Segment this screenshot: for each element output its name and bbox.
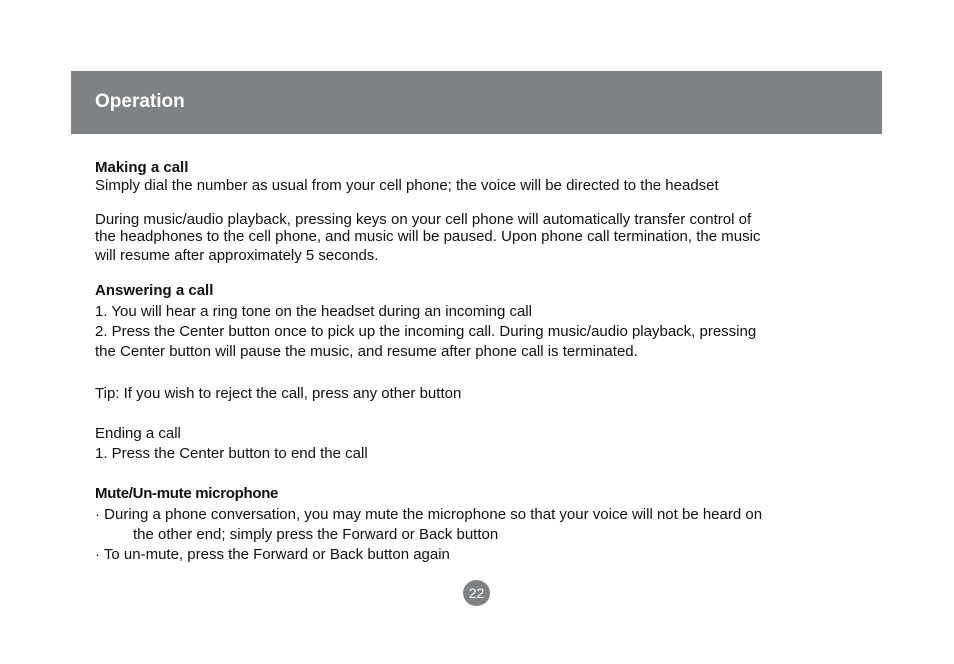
mute-bullet-2: · To un-mute, press the Forward or Back button again [95,546,450,563]
mute-heading: Mute/Un-mute microphone [95,485,279,502]
making-call-heading: Making a call [95,159,189,176]
ending-call-step-1: 1. Press the Center button to end the call [95,445,368,462]
section-title: Operation [95,91,185,112]
tip-text: Tip: If you wish to reject the call, press any other button [95,385,462,402]
mute-bullet-1-line-2: the other end; simply press the Forward or Back button [133,526,499,543]
making-call-paragraph-line-3: will resume after approximately 5 seconds. [95,247,379,264]
answering-call-step-2-line-1: 2. Press the Center button once to pick up the incoming call. During music/audio playback, pressing [95,323,757,340]
making-call-paragraph-line-2: the headphones to the cell phone, and music will be paused. Upon phone call termination, the music [95,228,761,245]
making-call-paragraph-line-1: During music/audio playback, pressing keys on your cell phone will automatically transfer control of [95,211,752,228]
answering-call-heading: Answering a call [95,282,214,299]
answering-call-step-1: 1. You will hear a ring tone on the headset during an incoming call [95,303,532,320]
section-header-bar [71,71,882,134]
making-call-instruction: Simply dial the number as usual from your cell phone; the voice will be directed to the headset [95,177,719,194]
mute-bullet-1-line-1: · During a phone conversation, you may mute the microphone so that your voice will not be heard on [95,506,763,523]
page-number-badge: 22 [463,580,490,606]
ending-call-heading: Ending a call [95,425,181,442]
answering-call-step-2-line-2: the Center button will pause the music, and resume after phone call is terminated. [95,343,638,360]
